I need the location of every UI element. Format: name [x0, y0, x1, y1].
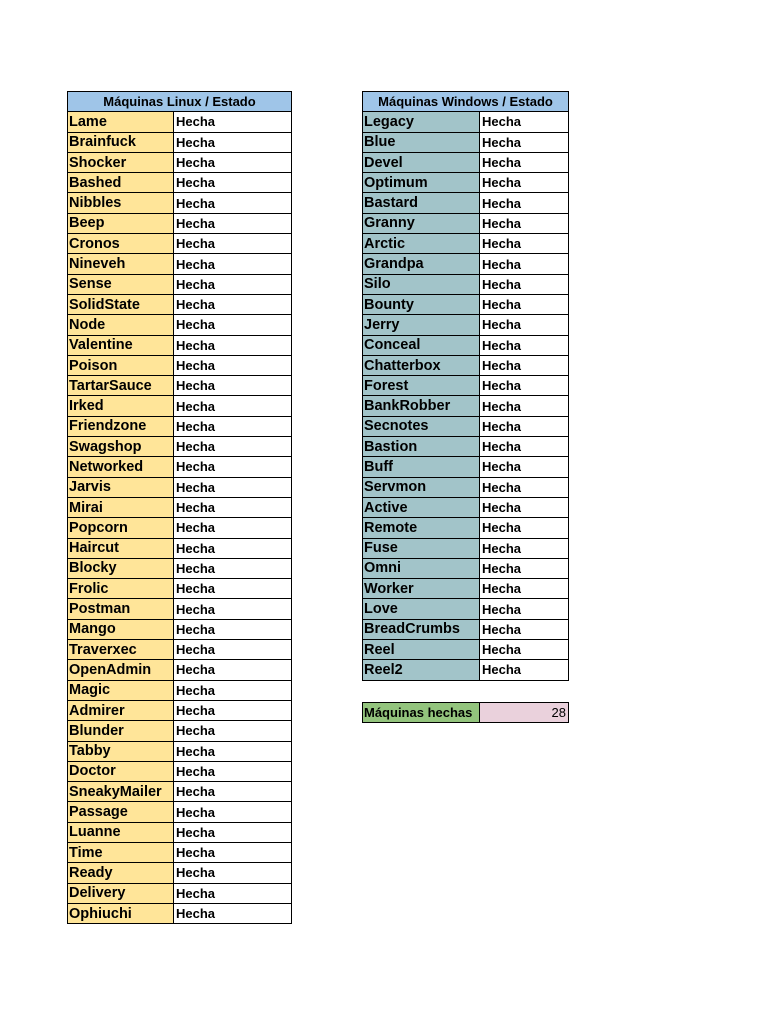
windows-row	[363, 152, 569, 172]
linux-header-cell[interactable]: Máquinas Linux / Estado	[68, 92, 292, 112]
linux-machine-name-cell[interactable]: Popcorn	[68, 518, 174, 538]
linux-machine-status-cell[interactable]: Hecha	[174, 741, 292, 761]
windows-machine-status-cell[interactable]: Hecha	[480, 640, 569, 660]
windows-row	[363, 112, 569, 132]
linux-machine-name-cell[interactable]: Brainfuck	[68, 132, 174, 152]
windows-machine-name-cell[interactable]: BankRobber	[363, 396, 480, 416]
linux-machine-name-cell[interactable]: Passage	[68, 802, 174, 822]
windows-row	[363, 457, 569, 477]
linux-row	[68, 437, 292, 457]
windows-header-row	[363, 92, 569, 112]
linux-machine-status-cell[interactable]: Hecha	[174, 518, 292, 538]
linux-machine-status-cell[interactable]: Hecha	[174, 782, 292, 802]
linux-machine-status-cell[interactable]: Hecha	[174, 842, 292, 862]
linux-machine-status-cell[interactable]: Hecha	[174, 700, 292, 720]
windows-row	[363, 234, 569, 254]
linux-machine-name-cell[interactable]: Haircut	[68, 538, 174, 558]
linux-row	[68, 660, 292, 680]
linux-machine-status-cell[interactable]: Hecha	[174, 457, 292, 477]
linux-machine-status-cell[interactable]: Hecha	[174, 721, 292, 741]
windows-machine-name-cell[interactable]: Buff	[363, 457, 480, 477]
windows-machine-name-cell[interactable]: Jerry	[363, 315, 480, 335]
linux-row	[68, 802, 292, 822]
windows-machine-status-cell[interactable]: Hecha	[480, 294, 569, 314]
windows-row	[363, 416, 569, 436]
linux-row	[68, 477, 292, 497]
linux-machine-name-cell[interactable]: Valentine	[68, 335, 174, 355]
linux-machine-name-cell[interactable]: Doctor	[68, 761, 174, 781]
linux-row	[68, 152, 292, 172]
linux-machine-name-cell[interactable]: Jarvis	[68, 477, 174, 497]
linux-machine-status-cell[interactable]: Hecha	[174, 822, 292, 842]
windows-machine-status-cell[interactable]: Hecha	[480, 274, 569, 294]
linux-machine-name-cell[interactable]: Lame	[68, 112, 174, 132]
linux-machine-name-cell[interactable]: Blocky	[68, 558, 174, 578]
windows-row	[363, 274, 569, 294]
windows-row	[363, 315, 569, 335]
linux-machine-status-cell[interactable]: Hecha	[174, 903, 292, 923]
linux-row	[68, 782, 292, 802]
linux-row	[68, 903, 292, 923]
windows-header-cell[interactable]: Máquinas Windows / Estado	[363, 92, 569, 112]
windows-machine-status-cell[interactable]: Hecha	[480, 538, 569, 558]
linux-header-row	[68, 92, 292, 112]
windows-machine-name-cell[interactable]: Chatterbox	[363, 355, 480, 375]
windows-machine-name-cell[interactable]: Devel	[363, 152, 480, 172]
windows-machine-name-cell[interactable]: Remote	[363, 518, 480, 538]
linux-machine-status-cell[interactable]: Hecha	[174, 416, 292, 436]
windows-machine-name-cell[interactable]: Active	[363, 497, 480, 517]
linux-machine-status-cell[interactable]: Hecha	[174, 538, 292, 558]
windows-row	[363, 599, 569, 619]
linux-row	[68, 721, 292, 741]
windows-machine-status-cell[interactable]: Hecha	[480, 457, 569, 477]
linux-row	[68, 822, 292, 842]
linux-machine-status-cell[interactable]: Hecha	[174, 193, 292, 213]
linux-machine-name-cell[interactable]: Node	[68, 315, 174, 335]
windows-machine-status-cell[interactable]: Hecha	[480, 396, 569, 416]
linux-row	[68, 132, 292, 152]
windows-machine-name-cell[interactable]: Conceal	[363, 335, 480, 355]
linux-row	[68, 355, 292, 375]
linux-machine-status-cell[interactable]: Hecha	[174, 802, 292, 822]
windows-machine-name-cell[interactable]: Granny	[363, 213, 480, 233]
linux-machine-status-cell[interactable]: Hecha	[174, 660, 292, 680]
windows-machine-name-cell[interactable]: Reel	[363, 640, 480, 660]
linux-row	[68, 680, 292, 700]
windows-machine-status-cell[interactable]: Hecha	[480, 335, 569, 355]
windows-machine-status-cell[interactable]: Hecha	[480, 213, 569, 233]
linux-row	[68, 558, 292, 578]
linux-machine-name-cell[interactable]: Traverxec	[68, 640, 174, 660]
windows-machine-name-cell[interactable]: Omni	[363, 558, 480, 578]
linux-machine-name-cell[interactable]: Admirer	[68, 700, 174, 720]
linux-machine-name-cell[interactable]: Swagshop	[68, 437, 174, 457]
windows-row	[363, 477, 569, 497]
linux-row	[68, 274, 292, 294]
linux-machine-status-cell[interactable]: Hecha	[174, 274, 292, 294]
linux-row	[68, 213, 292, 233]
linux-machine-name-cell[interactable]: Blunder	[68, 721, 174, 741]
windows-row	[363, 538, 569, 558]
windows-row	[363, 558, 569, 578]
linux-machine-status-cell[interactable]: Hecha	[174, 396, 292, 416]
windows-row	[363, 213, 569, 233]
linux-machine-name-cell[interactable]: Ready	[68, 863, 174, 883]
linux-machine-name-cell[interactable]: Time	[68, 842, 174, 862]
windows-row	[363, 579, 569, 599]
linux-machine-name-cell[interactable]: Postman	[68, 599, 174, 619]
summary-row	[363, 703, 569, 723]
linux-machine-status-cell[interactable]: Hecha	[174, 315, 292, 335]
machines-done-count[interactable]: 28	[480, 703, 569, 723]
linux-machines-table	[67, 91, 292, 924]
linux-row	[68, 640, 292, 660]
windows-machine-name-cell[interactable]: Reel2	[363, 660, 480, 680]
linux-machine-name-cell[interactable]: TartarSauce	[68, 376, 174, 396]
windows-machine-status-cell[interactable]: Hecha	[480, 112, 569, 132]
windows-machine-status-cell[interactable]: Hecha	[480, 173, 569, 193]
linux-machine-name-cell[interactable]: Mango	[68, 619, 174, 639]
windows-table-body	[363, 92, 569, 681]
windows-row	[363, 619, 569, 639]
windows-machine-status-cell[interactable]: Hecha	[480, 477, 569, 497]
linux-row	[68, 193, 292, 213]
windows-machines-table	[362, 91, 569, 681]
linux-row	[68, 315, 292, 335]
windows-row	[363, 518, 569, 538]
linux-machine-name-cell[interactable]: Ophiuchi	[68, 903, 174, 923]
windows-machine-status-cell[interactable]: Hecha	[480, 416, 569, 436]
linux-machine-status-cell[interactable]: Hecha	[174, 437, 292, 457]
linux-machine-status-cell[interactable]: Hecha	[174, 152, 292, 172]
linux-machine-name-cell[interactable]: Frolic	[68, 579, 174, 599]
windows-machine-status-cell[interactable]: Hecha	[480, 599, 569, 619]
windows-machine-name-cell[interactable]: Silo	[363, 274, 480, 294]
windows-machine-status-cell[interactable]: Hecha	[480, 254, 569, 274]
windows-machine-name-cell[interactable]: Bounty	[363, 294, 480, 314]
linux-row	[68, 376, 292, 396]
linux-machine-name-cell[interactable]: Bashed	[68, 173, 174, 193]
windows-row	[363, 437, 569, 457]
windows-machine-name-cell[interactable]: Servmon	[363, 477, 480, 497]
linux-row	[68, 497, 292, 517]
linux-row	[68, 335, 292, 355]
linux-row	[68, 619, 292, 639]
windows-machine-status-cell[interactable]: Hecha	[480, 518, 569, 538]
windows-machine-status-cell[interactable]: Hecha	[480, 376, 569, 396]
linux-machine-status-cell[interactable]: Hecha	[174, 477, 292, 497]
linux-machine-name-cell[interactable]: Nibbles	[68, 193, 174, 213]
linux-machine-name-cell[interactable]: Sense	[68, 274, 174, 294]
windows-machine-name-cell[interactable]: BreadCrumbs	[363, 619, 480, 639]
linux-row	[68, 396, 292, 416]
linux-machine-status-cell[interactable]: Hecha	[174, 497, 292, 517]
linux-machine-status-cell[interactable]: Hecha	[174, 254, 292, 274]
windows-row	[363, 173, 569, 193]
linux-machine-name-cell[interactable]: Magic	[68, 680, 174, 700]
linux-row	[68, 761, 292, 781]
windows-machine-status-cell[interactable]: Hecha	[480, 152, 569, 172]
linux-machine-status-cell[interactable]: Hecha	[174, 376, 292, 396]
windows-row	[363, 640, 569, 660]
windows-row	[363, 335, 569, 355]
linux-row	[68, 416, 292, 436]
windows-machine-status-cell[interactable]: Hecha	[480, 132, 569, 152]
linux-row	[68, 863, 292, 883]
linux-machine-name-cell[interactable]: Delivery	[68, 883, 174, 903]
linux-machine-status-cell[interactable]: Hecha	[174, 579, 292, 599]
linux-machine-status-cell[interactable]: Hecha	[174, 599, 292, 619]
linux-machine-status-cell[interactable]: Hecha	[174, 863, 292, 883]
windows-row	[363, 132, 569, 152]
summary-table	[362, 702, 569, 723]
windows-row	[363, 396, 569, 416]
linux-row	[68, 457, 292, 477]
windows-row	[363, 660, 569, 680]
linux-machine-status-cell[interactable]: Hecha	[174, 761, 292, 781]
windows-machine-status-cell[interactable]: Hecha	[480, 579, 569, 599]
linux-row	[68, 579, 292, 599]
linux-machine-status-cell[interactable]: Hecha	[174, 294, 292, 314]
windows-machine-name-cell[interactable]: Fuse	[363, 538, 480, 558]
linux-machine-status-cell[interactable]: Hecha	[174, 335, 292, 355]
linux-table-body	[68, 92, 292, 924]
linux-machine-status-cell[interactable]: Hecha	[174, 883, 292, 903]
linux-row	[68, 294, 292, 314]
linux-machine-name-cell[interactable]: Tabby	[68, 741, 174, 761]
windows-machine-name-cell[interactable]: Arctic	[363, 234, 480, 254]
windows-machine-name-cell[interactable]: Bastion	[363, 437, 480, 457]
linux-row	[68, 518, 292, 538]
linux-machine-name-cell[interactable]: Nineveh	[68, 254, 174, 274]
windows-row	[363, 294, 569, 314]
linux-row	[68, 741, 292, 761]
linux-row	[68, 700, 292, 720]
linux-machine-name-cell[interactable]: Irked	[68, 396, 174, 416]
linux-machine-name-cell[interactable]: SneakyMailer	[68, 782, 174, 802]
windows-machine-status-cell[interactable]: Hecha	[480, 497, 569, 517]
windows-machine-status-cell[interactable]: Hecha	[480, 315, 569, 335]
windows-machine-status-cell[interactable]: Hecha	[480, 193, 569, 213]
linux-row	[68, 254, 292, 274]
windows-machine-name-cell[interactable]: Worker	[363, 579, 480, 599]
linux-machine-status-cell[interactable]: Hecha	[174, 619, 292, 639]
linux-machine-status-cell[interactable]: Hecha	[174, 558, 292, 578]
linux-row	[68, 538, 292, 558]
windows-machine-status-cell[interactable]: Hecha	[480, 660, 569, 680]
linux-row	[68, 599, 292, 619]
linux-machine-name-cell[interactable]: Shocker	[68, 152, 174, 172]
machines-done-label[interactable]: Máquinas hechas	[363, 703, 480, 723]
linux-machine-name-cell[interactable]: OpenAdmin	[68, 660, 174, 680]
windows-machine-status-cell[interactable]: Hecha	[480, 234, 569, 254]
linux-machine-status-cell[interactable]: Hecha	[174, 173, 292, 193]
linux-machine-name-cell[interactable]: Networked	[68, 457, 174, 477]
windows-machine-name-cell[interactable]: Blue	[363, 132, 480, 152]
windows-row	[363, 193, 569, 213]
linux-row	[68, 173, 292, 193]
windows-row	[363, 355, 569, 375]
linux-machine-status-cell[interactable]: Hecha	[174, 112, 292, 132]
windows-machine-status-cell[interactable]: Hecha	[480, 558, 569, 578]
linux-machine-status-cell[interactable]: Hecha	[174, 132, 292, 152]
windows-row	[363, 254, 569, 274]
linux-row	[68, 842, 292, 862]
windows-row	[363, 497, 569, 517]
linux-machine-status-cell[interactable]: Hecha	[174, 640, 292, 660]
windows-machine-status-cell[interactable]: Hecha	[480, 619, 569, 639]
linux-machine-status-cell[interactable]: Hecha	[174, 234, 292, 254]
windows-row	[363, 376, 569, 396]
linux-machine-name-cell[interactable]: Poison	[68, 355, 174, 375]
linux-machine-status-cell[interactable]: Hecha	[174, 213, 292, 233]
linux-machine-name-cell[interactable]: Friendzone	[68, 416, 174, 436]
linux-machine-name-cell[interactable]: Luanne	[68, 822, 174, 842]
windows-machine-status-cell[interactable]: Hecha	[480, 355, 569, 375]
linux-machine-name-cell[interactable]: SolidState	[68, 294, 174, 314]
linux-machine-status-cell[interactable]: Hecha	[174, 355, 292, 375]
windows-machine-name-cell[interactable]: Grandpa	[363, 254, 480, 274]
linux-machine-name-cell[interactable]: Cronos	[68, 234, 174, 254]
windows-machine-name-cell[interactable]: Bastard	[363, 193, 480, 213]
linux-machine-status-cell[interactable]: Hecha	[174, 680, 292, 700]
linux-machine-name-cell[interactable]: Beep	[68, 213, 174, 233]
windows-machine-status-cell[interactable]: Hecha	[480, 437, 569, 457]
windows-machine-name-cell[interactable]: Optimum	[363, 173, 480, 193]
windows-machine-name-cell[interactable]: Legacy	[363, 112, 480, 132]
windows-machine-name-cell[interactable]: Forest	[363, 376, 480, 396]
linux-machine-name-cell[interactable]: Mirai	[68, 497, 174, 517]
windows-machine-name-cell[interactable]: Secnotes	[363, 416, 480, 436]
windows-machine-name-cell[interactable]: Love	[363, 599, 480, 619]
linux-row	[68, 234, 292, 254]
linux-row	[68, 883, 292, 903]
linux-row	[68, 112, 292, 132]
